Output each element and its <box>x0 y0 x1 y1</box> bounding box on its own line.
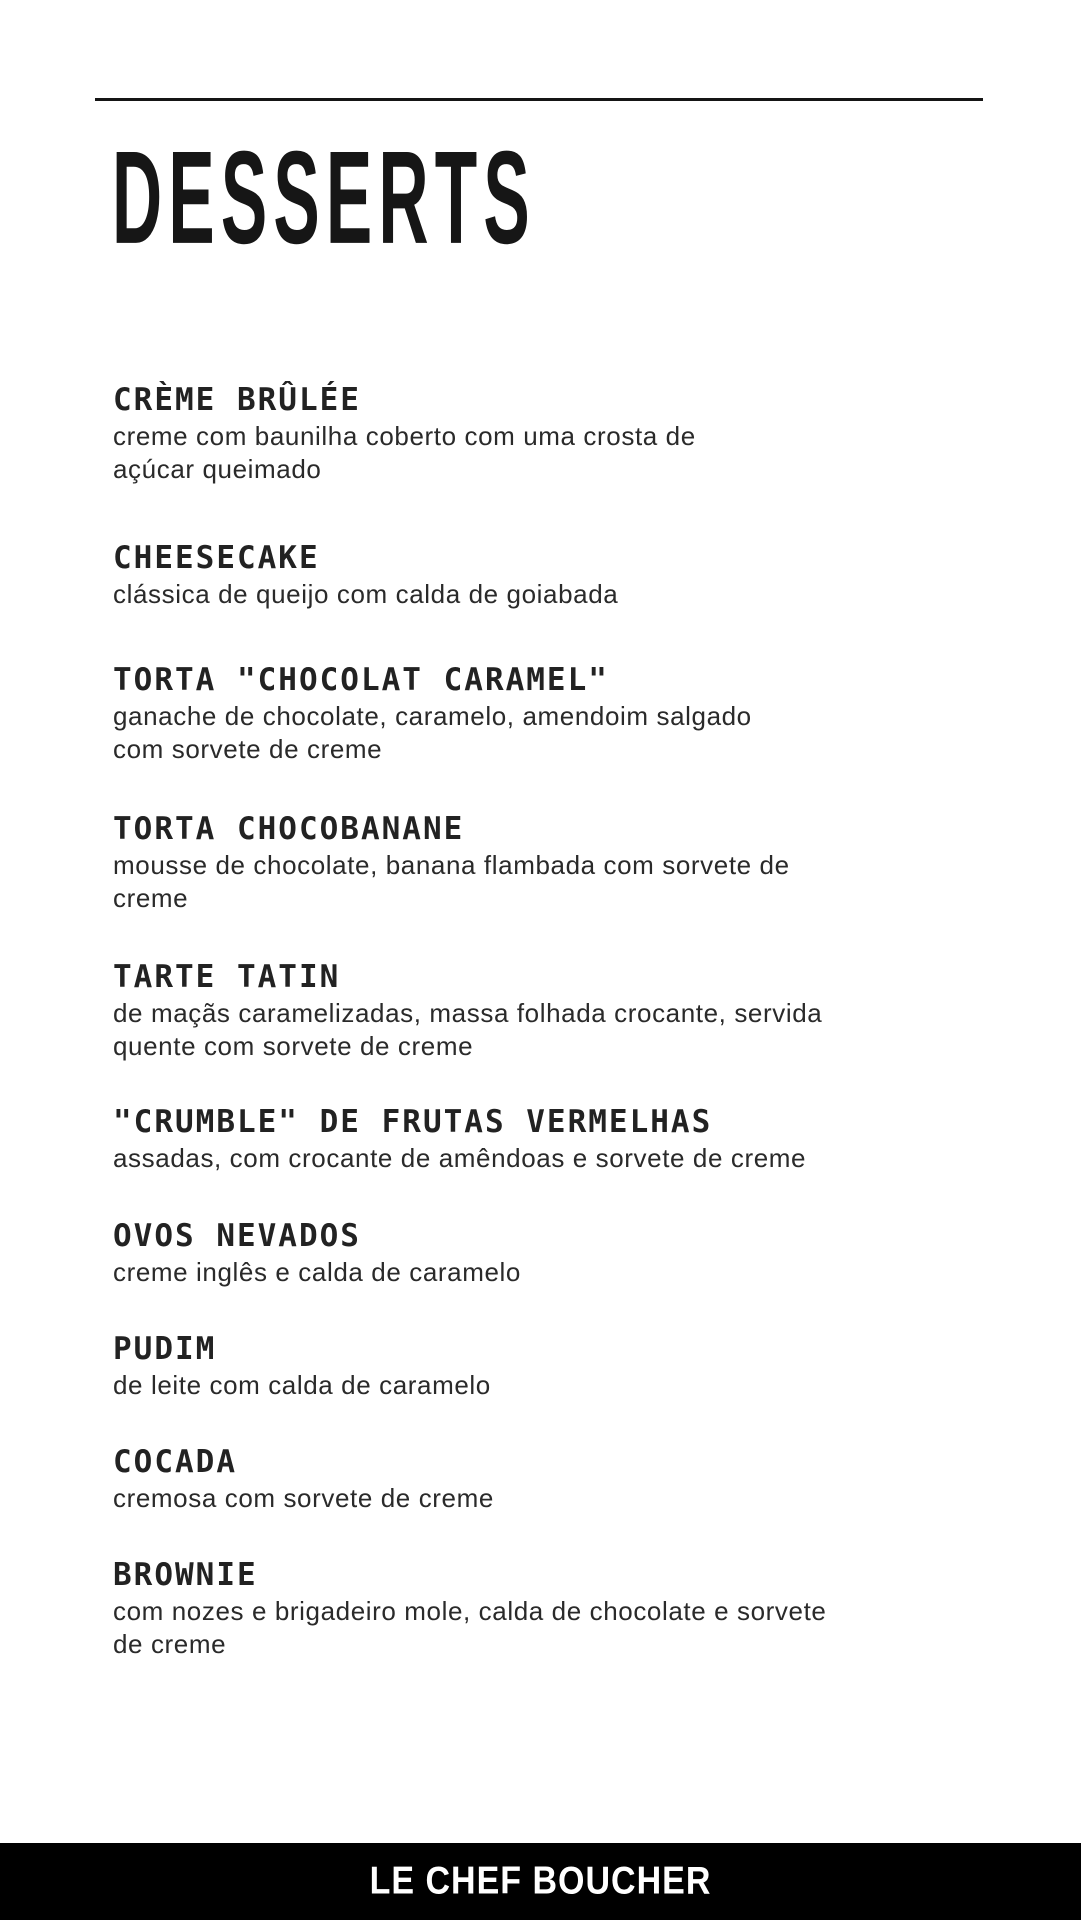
item-description: de maçãs caramelizadas, massa folhada crocante, servida quente com sorvete de creme <box>113 998 823 1061</box>
item-name: TORTA "CHOCOLAT CARAMEL" <box>113 662 609 698</box>
top-divider <box>95 98 983 101</box>
footer-bar <box>0 1843 1081 1920</box>
menu-item <box>113 809 973 957</box>
item-name: "CRUMBLE" DE FRUTAS VERMELHAS <box>113 1104 713 1140</box>
item-name: CRÈME BRÛLÉE <box>113 382 361 418</box>
brand-logo: LE CHEF BOUCHER <box>369 1859 712 1903</box>
item-description: cremosa com sorvete de creme <box>113 1483 494 1513</box>
menu-item <box>113 1329 973 1442</box>
item-name: TORTA CHOCOBANANE <box>113 811 465 847</box>
menu-item <box>113 957 973 1102</box>
item-description: assadas, com crocante de amêndoas e sorvete de creme <box>113 1143 807 1173</box>
item-name: TARTE TATIN <box>113 959 341 995</box>
item-description: ganache de chocolate, caramelo, amendoim salgado com sorvete de creme <box>113 701 752 764</box>
item-name: COCADA <box>113 1444 237 1480</box>
menu-item <box>113 1102 973 1216</box>
page-title: DESSERTS <box>112 123 536 272</box>
item-description: mousse de chocolate, banana flambada com sorvete de creme <box>113 850 790 913</box>
item-name: OVOS NEVADOS <box>113 1218 361 1254</box>
item-name: CHEESECAKE <box>113 540 320 576</box>
menu-item <box>113 660 973 809</box>
item-name: BROWNIE <box>113 1557 258 1593</box>
item-description: clássica de queijo com calda de goiabada <box>113 579 619 609</box>
menu-item <box>113 380 973 538</box>
menu-item <box>113 1216 973 1329</box>
item-description: creme com baunilha coberto com uma crosta de açúcar queimado <box>113 421 696 484</box>
item-description: creme inglês e calda de caramelo <box>113 1257 521 1287</box>
menu-item <box>113 538 973 660</box>
menu-item <box>113 1555 973 1665</box>
item-name: PUDIM <box>113 1331 217 1367</box>
item-description: de leite com calda de caramelo <box>113 1370 491 1400</box>
item-description: com nozes e brigadeiro mole, calda de chocolate e sorvete de creme <box>113 1596 827 1659</box>
menu-item <box>113 1442 973 1555</box>
dessert-menu-list <box>113 380 973 1665</box>
